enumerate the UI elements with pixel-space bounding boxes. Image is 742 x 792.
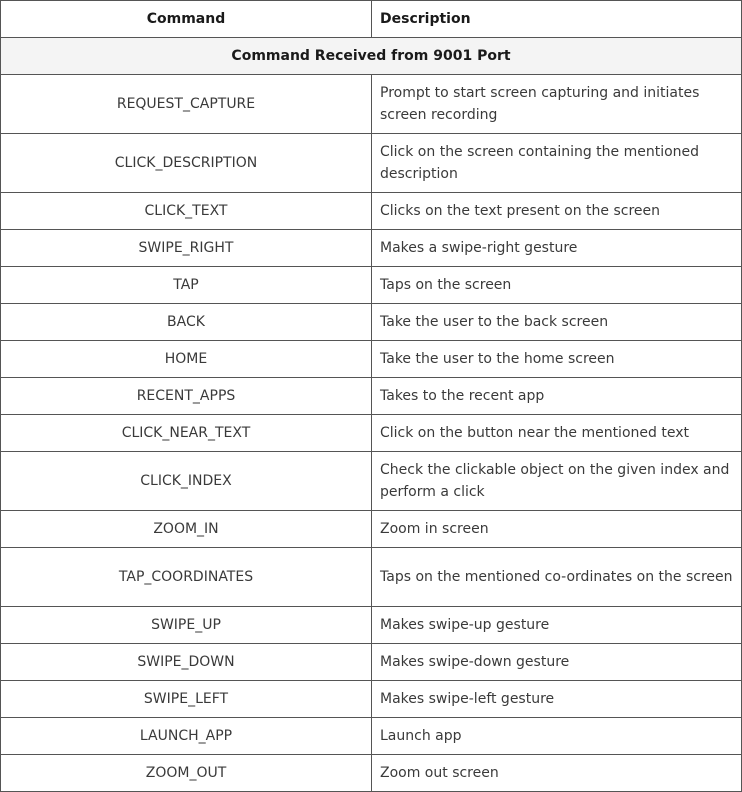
command-cell: CLICK_TEXT xyxy=(1,193,372,230)
command-column-header: Command xyxy=(1,1,372,38)
description-cell: Zoom out screen xyxy=(372,755,742,792)
command-cell: SWIPE_UP xyxy=(1,607,372,644)
description-cell: Taps on the screen xyxy=(372,267,742,304)
command-cell: ZOOM_IN xyxy=(1,511,372,548)
command-cell: TAP xyxy=(1,267,372,304)
section-title: Command Received from 9001 Port xyxy=(1,38,742,75)
table-row xyxy=(1,134,742,193)
description-cell: Clicks on the text present on the screen xyxy=(372,193,742,230)
section-row xyxy=(1,38,742,75)
description-cell: Makes swipe-left gesture xyxy=(372,681,742,718)
table-row xyxy=(1,718,742,755)
description-cell: Zoom in screen xyxy=(372,511,742,548)
table-row xyxy=(1,644,742,681)
command-cell: HOME xyxy=(1,341,372,378)
table-row xyxy=(1,548,742,607)
description-cell: Makes a swipe-right gesture xyxy=(372,230,742,267)
command-cell: LAUNCH_APP xyxy=(1,718,372,755)
description-cell: Prompt to start screen capturing and initiates screen recording xyxy=(372,75,742,134)
table-row xyxy=(1,193,742,230)
table-row xyxy=(1,415,742,452)
table-row xyxy=(1,230,742,267)
command-cell: SWIPE_LEFT xyxy=(1,681,372,718)
header-row xyxy=(1,1,742,38)
description-cell: Click on the screen containing the mentioned description xyxy=(372,134,742,193)
command-cell: CLICK_INDEX xyxy=(1,452,372,511)
command-cell: REQUEST_CAPTURE xyxy=(1,75,372,134)
description-cell: Takes to the recent app xyxy=(372,378,742,415)
description-cell: Makes swipe-up gesture xyxy=(372,607,742,644)
command-cell: BACK xyxy=(1,304,372,341)
description-cell: Take the user to the home screen xyxy=(372,341,742,378)
command-cell: CLICK_NEAR_TEXT xyxy=(1,415,372,452)
command-cell: TAP_COORDINATES xyxy=(1,548,372,607)
command-cell: ZOOM_OUT xyxy=(1,755,372,792)
table-row xyxy=(1,511,742,548)
table-row xyxy=(1,341,742,378)
command-cell: SWIPE_DOWN xyxy=(1,644,372,681)
description-cell: Makes swipe-down gesture xyxy=(372,644,742,681)
command-cell: CLICK_DESCRIPTION xyxy=(1,134,372,193)
command-cell: SWIPE_RIGHT xyxy=(1,230,372,267)
description-cell: Click on the button near the mentioned text xyxy=(372,415,742,452)
description-cell: Taps on the mentioned co-ordinates on the screen xyxy=(372,548,742,607)
table-row xyxy=(1,452,742,511)
table-row xyxy=(1,681,742,718)
description-cell: Check the clickable object on the given index and perform a click xyxy=(372,452,742,511)
command-cell: RECENT_APPS xyxy=(1,378,372,415)
description-cell: Launch app xyxy=(372,718,742,755)
table-row xyxy=(1,304,742,341)
table-row xyxy=(1,378,742,415)
table-row xyxy=(1,267,742,304)
description-column-header: Description xyxy=(372,1,742,38)
description-cell: Take the user to the back screen xyxy=(372,304,742,341)
table-row xyxy=(1,75,742,134)
table-row xyxy=(1,755,742,792)
table-row xyxy=(1,607,742,644)
